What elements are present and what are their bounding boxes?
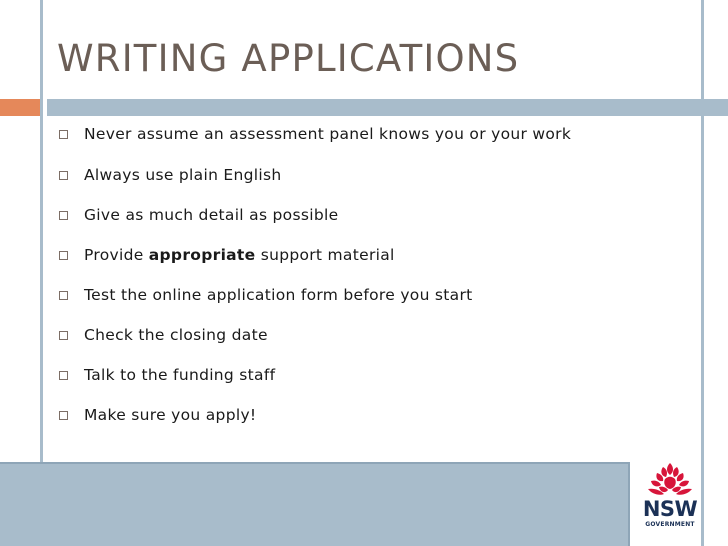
title-accent-block <box>0 99 40 116</box>
bullet-text <box>84 366 275 384</box>
bullet-text-part: Check the closing date <box>84 326 268 344</box>
square-bullet-icon <box>59 411 68 420</box>
bullet-item <box>59 365 275 385</box>
bullet-emphasis: appropriate <box>148 246 256 264</box>
bullet-item <box>59 245 395 265</box>
square-bullet-icon <box>59 371 68 380</box>
title-underline-bar <box>47 99 728 116</box>
bullet-text <box>84 406 256 424</box>
square-bullet-icon <box>59 331 68 340</box>
slide-title: WRITING APPLICATIONS <box>57 37 520 80</box>
bullet-text-part: Talk to the funding staff <box>84 366 276 384</box>
bullet-text <box>84 166 282 184</box>
bullet-text-part: Never assume an assessment panel knows you or your work <box>84 125 572 143</box>
bullet-item <box>59 405 256 425</box>
bullet-text <box>84 125 571 143</box>
square-bullet-icon <box>59 291 68 300</box>
logo-government-text: GOVERNMENT <box>645 521 695 528</box>
bullet-text <box>84 246 395 264</box>
bullet-text-part: Always use plain English <box>84 166 282 184</box>
bullet-text <box>84 286 473 304</box>
footer-panel <box>0 462 630 546</box>
bullet-text-part: support material <box>255 246 395 264</box>
bullet-text <box>84 206 338 224</box>
bullet-text-part: Give as much detail as possible <box>84 206 339 224</box>
frame-right-line <box>701 0 704 546</box>
square-bullet-icon <box>59 251 68 260</box>
bullet-item <box>59 165 282 185</box>
logo-nsw-text: NSW <box>642 497 698 521</box>
bullet-text-part: Test the online application form before you start <box>84 286 473 304</box>
bullet-text-part: Provide <box>84 246 149 264</box>
square-bullet-icon <box>59 211 68 220</box>
bullet-item <box>59 325 268 345</box>
bullet-item <box>59 205 338 225</box>
square-bullet-icon <box>59 171 68 180</box>
nsw-government-logo <box>639 461 701 539</box>
bullet-text-part: Make sure you apply! <box>84 406 257 424</box>
bullet-item <box>59 285 473 305</box>
bullet-item <box>59 124 571 144</box>
waratah-flower-icon <box>639 461 701 501</box>
square-bullet-icon <box>59 130 68 139</box>
bullet-text <box>84 326 268 344</box>
